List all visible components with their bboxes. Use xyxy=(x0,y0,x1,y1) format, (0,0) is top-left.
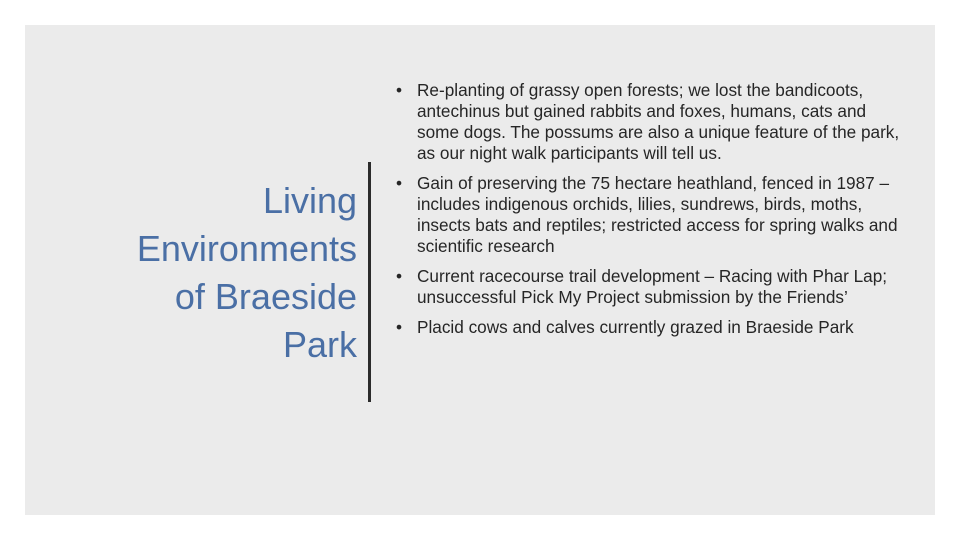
list-item xyxy=(392,173,902,257)
bullet-text: Re-planting of grassy open forests; we lost the bandicoots, antechinus but gained rabbits and foxes, humans, cats and some dogs. The possums are also a unique feature of the park, as our night walk participants will tell us. xyxy=(417,80,900,163)
bullet-icon: • xyxy=(396,317,403,337)
title-line: Park xyxy=(282,324,357,365)
title-line: Environments xyxy=(136,228,357,269)
bullet-text: Placid cows and calves currently grazed in Braeside Park xyxy=(417,317,854,337)
bullet-list xyxy=(392,80,902,347)
list-item xyxy=(392,317,902,338)
slide xyxy=(25,25,935,515)
vertical-divider xyxy=(368,162,371,402)
list-item xyxy=(392,266,902,308)
title-line: of Braeside xyxy=(174,276,357,317)
list-item xyxy=(392,80,902,164)
bullet-icon: • xyxy=(396,173,403,193)
slide-title xyxy=(85,177,357,369)
bullet-icon: • xyxy=(396,266,403,286)
title-line: Living xyxy=(262,180,357,221)
bullet-icon: • xyxy=(396,80,403,100)
bullet-text: Gain of preserving the 75 hectare heathland, fenced in 1987 – includes indigenous orchids, lilies, sundrews, birds, moths, insects bats and reptiles; restricted access for spring walks and scientific research xyxy=(417,173,898,256)
bullet-text: Current racecourse trail development – Racing with Phar Lap; unsuccessful Pick My Project submission by the Friends’ xyxy=(417,266,888,307)
